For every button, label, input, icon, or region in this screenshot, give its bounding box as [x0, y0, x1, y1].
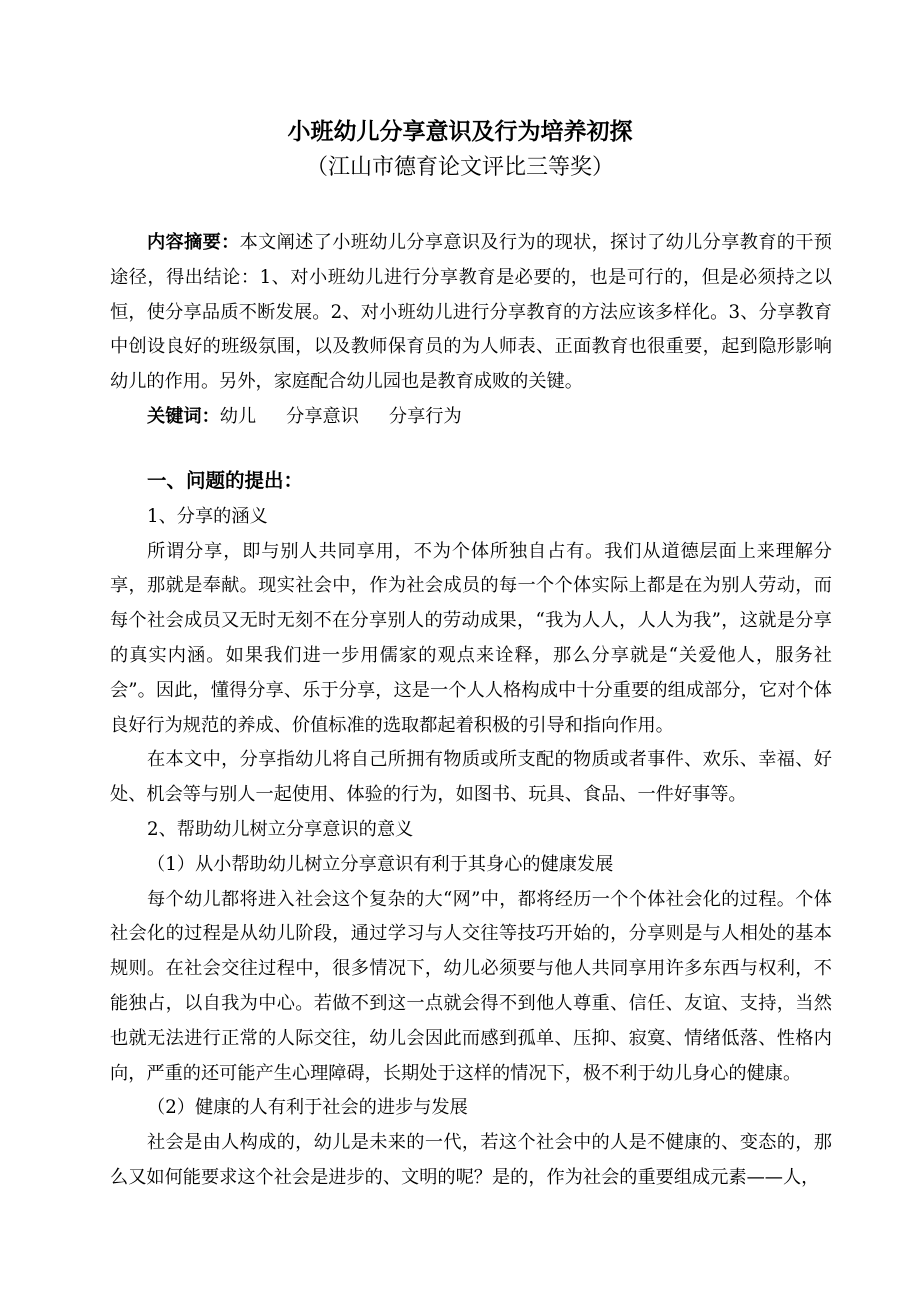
- subsubsection-heading: （1）从小帮助幼儿树立分享意识有利于其身心的健康发展: [147, 853, 614, 875]
- section-heading: 一、问题的提出：: [147, 468, 304, 492]
- document-subtitle: （江山市德育论文评比三等奖）: [305, 155, 614, 180]
- abstract-paragraph: [110, 226, 832, 400]
- abstract-label: 内容摘要：: [147, 232, 240, 253]
- subsection-heading: 1、分享的涵义: [147, 505, 268, 527]
- body-paragraph: 在本文中，分享指幼儿将自己所拥有物质或所支配的物质或者事件、欢乐、幸福、好处、机会等与别人一起使用、体验的行为，如图书、玩具、食品、一件好事等。: [110, 749, 832, 806]
- body-paragraph: 社会是由人构成的，幼儿是未来的一代，若这个社会中的人是不健康的、变态的，那么又如何能要求这个社会是进步的、文明的呢？是的，作为社会的重要组成元素——人，: [110, 1132, 832, 1188]
- document-title: 小班幼儿分享意识及行为培养初探: [287, 119, 633, 145]
- keyword-item: 分享行为: [388, 405, 462, 427]
- keyword-item: 幼儿: [219, 405, 257, 427]
- abstract-text: 本文阐述了小班幼儿分享意识及行为的现状，探讨了幼儿分享教育的干预途径，得出结论：1、对小班幼儿进行分享教育是必要的，也是可行的，但是必须持之以恒，使分享品质不断发展。2、对小班幼儿进行分享教育的方法应该多样化。3、分享教育中创设良好的班级氛围，以及教师保育员的为人师表、正面教育也很重要，起到隐形影响幼儿的作用。另外，家庭配合幼儿园也是教育成败的关键。: [110, 232, 832, 393]
- subsubsection-heading: （2）健康的人有利于社会的进步与发展: [147, 1097, 468, 1119]
- body-paragraph: 每个幼儿都将进入社会这个复杂的大“网”中，都将经历一个个体社会化的过程。个体社会化的过程是从幼儿阶段，通过学习与人交往等技巧开始的，分享则是与人相处的基本规则。在社会交往过程中，很多情况下，幼儿必须要与他人共同享用许多东西与权利，不能独占，以自我为中心。若做不到这一点就会得不到他人尊重、信任、友谊、支持，当然也就无法进行正常的人际交往，幼儿会因此而感到孤单、压抑、寂寞、情绪低落、性格内向，严重的还可能产生心理障碍，长期处于这样的情况下，极不利于幼儿身心的健康。: [110, 888, 832, 1084]
- document-body: [110, 226, 832, 1196]
- keyword-item: 分享意识: [286, 405, 359, 427]
- body-paragraph: 所谓分享，即与别人共同享用，不为个体所独自占有。我们从道德层面上来理解分享，那就是奉献。现实社会中，作为社会成员的每一个个体实际上都是在为别人劳动，而每个社会成员又无时无刻不在分享别人的劳动成果，“我为人人，人人为我”，这就是分享的真实内涵。如果我们进一步用儒家的观点来诠释，那么分享就是“关爱他人，服务社会”。因此，懂得分享、乐于分享，这是一个人人格构成中十分重要的组成部分，它对个体良好行为规范的养成、价值标准的选取都起着积极的引导和指向作用。: [110, 540, 832, 736]
- keywords-label: 关键词：: [147, 405, 220, 427]
- subsection-heading: 2、帮助幼儿树立分享意识的意义: [147, 818, 414, 840]
- keywords-line: [110, 400, 832, 435]
